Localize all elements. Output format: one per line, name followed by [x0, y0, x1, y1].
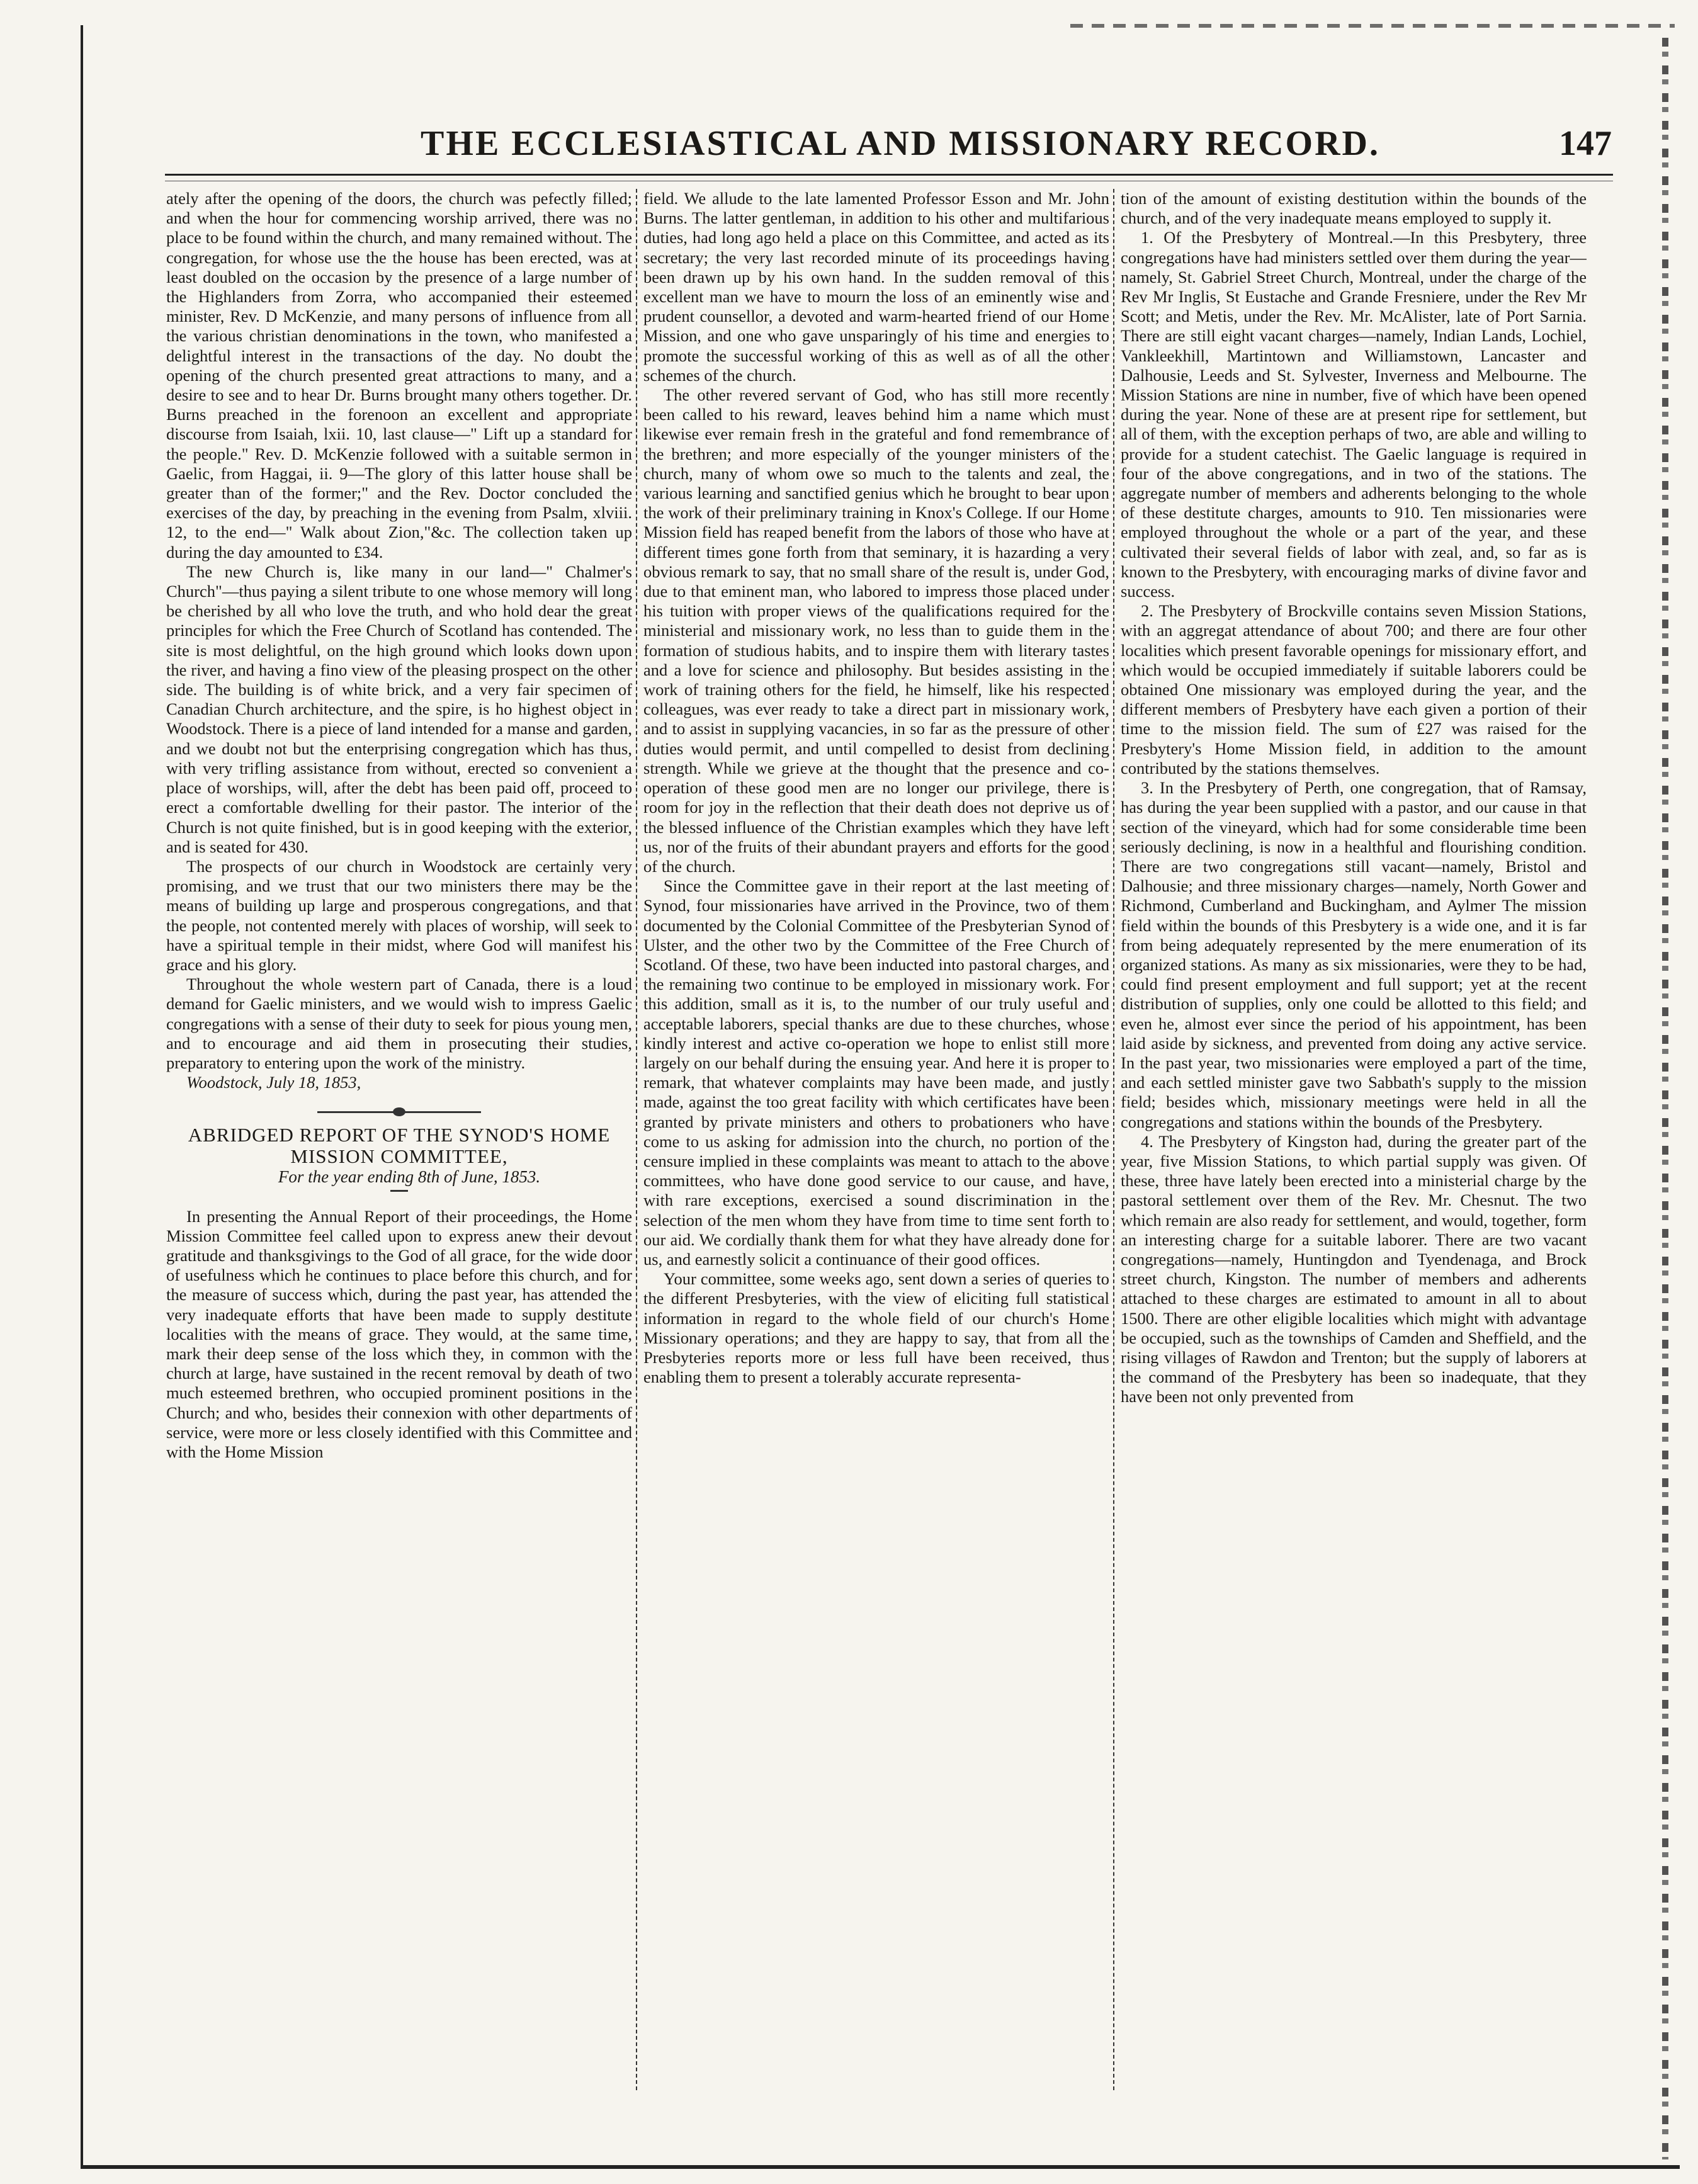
paragraph: The prospects of our church in Woodstock are certainly very promising, and we trust that our two ministers there may be the means of building up large and prosperous congregations, and that the people, not contented merely with places of worship, will seek to have a spiritual temple in their midst, where God will manifest his grace and his glory. — [166, 856, 632, 974]
column-rule-2 — [1113, 189, 1114, 2090]
column-1 — [166, 189, 632, 2096]
paragraph: Since the Committee gave in their report at the last meeting of Synod, four missionaries have arrived in the Province, two of them documented by the Colonial Committee of the Presbyterian Synod of Ulster, and the other two by the Committee of the Free Church of Scotland. Of these, two have been inducted into pastoral charges, and the remaining two continue to be employed in missionary work. For this addition, small as it is, to the number of our truly useful and acceptable laborers, special thanks are due to these churches, whose kindly interest and active co-operation we hope to enlist still more largely on our behalf during the ensuing year. And here it is proper to remark, that whatever complaints may have been made, and justly made, against the too great facility with which certificates have been granted by private ministers and others to probationers who have come to us asking for admission into the church, no portion of the censure implied in these complaints was meant to attach to the above committees, who have done good service to our cause, and have, with rare exceptions, exercised a sound discrimination in the selection of the men whom they have from time to time sent forth to our aid. We cordially thank them for what they have already done for us, and earnestly solicit a continuance of their good offices. — [643, 876, 1109, 1269]
header-rule — [165, 174, 1613, 181]
paragraph: 2. The Presbytery of Brockville contains seven Mission Stations, with an aggregat attendance of about 700; and there are four other localities which present favorable openings for missionary effort, and which would be occupied immediately if suitable laborers could be obtained One missionary was employed during the year, and the different members of Presbytery have each given a portion of their time to the mission field. The sum of £27 was raised for the Presbytery's Home Mission field, in addition to the amount contributed by the stations themselves. — [1121, 601, 1587, 778]
paragraph: In presenting the Annual Report of their proceedings, the Home Mission Committee feel called upon to express anew their devout gratitude and thanksgivings to the God of all grace, for the wide door of usefulness which he continues to place before this church, and for the measure of success which, during the past year, has attended the very inadequate efforts that have been made to supply destitute localities with the means of grace. They would, at the same time, mark their deep sense of the loss which they, in common with the church at large, have sustained in the recent removal by death of two much esteemed brethren, who occupied prominent positions in the Church; and who, besides their connexion with other departments of service, were more or less closely identified with this Committee and with the Home Mission — [166, 1206, 632, 1461]
paragraph: Your committee, some weeks ago, sent down a series of queries to the different Presbyteries, with the view of eliciting full statistical information in regard to the whole field of our church's Home Missionary operations; and they are happy to say, that from all the Presbyteries reports more or less full have been received, thus enabling them to present a tolerably accurate representa- — [643, 1269, 1109, 1387]
section-title: ABRIDGED REPORT OF THE SYNOD'S HOME MISSION COMMITTEE, — [188, 1124, 611, 1168]
running-title: THE ECCLESIASTICAL AND MISSIONARY RECORD. — [421, 124, 1380, 163]
column-2 — [643, 189, 1109, 2096]
paragraph: 4. The Presbytery of Kingston had, during the greater part of the year, five Mission Stations, to which partial supply was given. Of these, three have lately been erected into a ministerial charge by the pastoral settlement over them of the Rev. Mr. Chesnut. The two which remain are also ready for settlement, and would, together, form an interesting charge for a suitable laborer. There are two vacant congregations—namely, Huntingdon and Tyendenaga, and Brock street church, Kingston. The number of members and adherents attached to these charges are estimated to amount in all to about 1500. There are other eligible localities which might with advantage be occupied, such as the townships of Camden and Sheffield, and the rising villages of Rawdon and Trenton; but the supply of laborers at the command of the Presbytery has been so inadequate, that they have been not only prevented from — [1121, 1131, 1587, 1406]
section-divider — [317, 1111, 481, 1113]
section-subtitle: For the year ending 8th of June, 1853. — [278, 1167, 541, 1187]
dateline: Woodstock, July 18, 1853, — [186, 1073, 361, 1092]
paragraph: 3. In the Presbytery of Perth, one congregation, that of Ramsay, has during the year been supplied with a pastor, and our cause in that section of the vineyard, which had for some considerable time been seriously declining, is now in a healthful and flourishing condition. There are two congregations still vacant—namely, Bristol and Dalhousie; and three missionary charges—namely, North Gower and Richmond, Cumberland and Buckingham, and Aylmer The mission field within the bounds of this Presbytery is a wide one, and it is far from being adequately represented by the mere enumeration of its organized stations. As many as six missionaries, were they to be had, could find present employment and full support; yet at the recent distribution of supplies, only one could be allotted to this field; and even he, almost ever since the period of his appointment, has been laid aside by sickness, and prevented from doing any active service. In the past year, two missionaries were employed a part of the time, and each settled minister gave two Sabbath's supply to the mission field; besides which, missionary meetings were held in all the congregations and stations within the bounds of the Presbytery. — [1121, 778, 1587, 1131]
column-3 — [1121, 189, 1587, 2096]
right-edge-artifact — [1662, 38, 1668, 2159]
page-header — [170, 118, 1612, 169]
paragraph: The new Church is, like many in our land—" Chalmer's Church"—thus paying a silent tribute to one whose memory will long be cherished by all who love the truth, and who hold dear the great principles for which the Free Church of Scotland has contended. The site is most delightful, on the high ground which looks down upon the river, and having a fino view of the pleasing prospect on the other side. The building is of white brick, and a very fair specimen of Canadian Church architecture, and the spire, is ho highest object in Woodstock. There is a piece of land intended for a manse and garden, and we doubt not but the enterprising congregation which has thus, with very trifling assistance from without, erected so convenient a place of worships, will, after the debt has been paid off, proceed to erect a comfortable dwelling for their pastor. The interior of the Church is not quite finished, but is in good keeping with the exterior, and is seated for 430. — [166, 562, 632, 856]
paragraph: field. We allude to the late lamented Professor Esson and Mr. John Burns. The latter gentleman, in addition to his other and multifarious duties, had long ago held a place on this Committee, and acted as its secretary; the very last recorded minute of its proceedings having been drawn up by his own hand. In the sudden removal of this excellent man we have to mourn the loss of an eminently wise and prudent counsellor, a devoted and warm-hearted friend of our Home Mission, and one who gave unsparingly of his time and energies to promote the successful working of this as well as of all the other schemes of the church. — [643, 189, 1109, 385]
paragraph: The other revered servant of God, who has still more recently been called to his reward, leaves behind him a name which must likewise ever remain fresh in the grateful and fond remembrance of the brethren; and more especially of the younger ministers of the church, many of whom owe so much to the talents and zeal, the various learning and sanctified genius which he brought to bear upon the work of their preliminary training in Knox's College. If our Home Mission field has reaped benefit from the labors of those who have at different times gone forth from that seminary, it is hazarding a very obvious remark to say, that no small share of the result is, under God, due to that eminent man, who labored to impress those placed under his tuition with proper views of the qualifications required for the ministerial and missionary work, no less than to guide them in the formation of studious habits, and to inspire them with literary tastes and a love for science and philosophy. But besides assisting in the work of training others for the field, he himself, like his respected colleagues, was ever ready to take a direct part in missionary work, and to assist in supplying vacancies, in so far as the pressure of other duties would permit, and until compelled to desist from declining strength. While we grieve at the thought that the presence and co-operation of these good men are no longer our privilege, there is room for joy in the reflection that their death does not deprive us of the blessed influence of the Christian examples which they have left us, nor of the fruits of their abundant prayers and efforts for the good of the church. — [643, 385, 1109, 876]
top-edge-artifact — [1070, 24, 1675, 28]
paragraph: ately after the opening of the doors, the church was pefectly filled; and when the hour for commencing worship arrived, there was no place to be found within the church, and many remained without. The congregation, for whose use the the house has been erected, was at least doubled on the occasion by the presence of a large number of the Highlanders from Zorra, who accompanied their esteemed minister, Rev. D McKenzie, and many persons of influence from all the various christian denominations in the town, who manifested a delightful interest in the transactions of the day. No doubt the opening of the church presented great attractions to many, and a desire to see and to hear Dr. Burns brought many others together. Dr. Burns preached in the forenoon an excellent and appropriate discourse from Isaiah, lxii. 10, last clause—" Lift up a standard for the people." Rev. D. McKenzie followed with a suitable sermon in Gaelic, from Haggai, ii. 9—The glory of this latter house shall be greater than of the former;" and the Rev. Doctor concluded the exercises of the day, by preaching in the evening from Psalm, xlviii. 12, to the end—" Walk about Zion,"&c. The collection taken up during the day amounted to £34. — [166, 189, 632, 562]
paragraph: Throughout the whole western part of Canada, there is a loud demand for Gaelic ministers, and we would wish to impress Gaelic congregations with a sense of their duty to seek for pious young men, and to encourage and aid them in prosecuting their studies, preparatory to entering upon the work of the ministry. — [166, 975, 632, 1072]
paragraph: 1. Of the Presbytery of Montreal.—In this Presbytery, three congregations have had ministers settled over them during the year—namely, St. Gabriel Street Church, Montreal, under the charge of the Rev Mr Inglis, St Eustache and Grande Fresniere, under the Rev Mr Scott; and Metis, under the Rev. Mr. McAlister, late of Port Sarnia. There are still eight vacant charges—namely, Indian Lands, Lochiel, Vankleekhill, Martintown and Williamstown, Lancaster and Dalhousie, Leeds and St. Sylvester, Inverness and Melbourne. The Mission Stations are nine in number, five of which have been opened during the year. None of these are at present ripe for settlement, but all of them, with the exception perhaps of two, are able and willing to provide for a student catechist. The Gaelic language is required in four of the above congregations, and in two of the stations. The aggregate number of members and adherents belonging to the whole of these destitute charges, amounts to 910. Ten missionaries were employed throughout the whole or a part of the year, and these cultivated their several fields of labor with zeal, and, so far as is known to the Presbytery, with encouraging marks of divine favor and success. — [1121, 228, 1587, 601]
page-number: 147 — [1559, 124, 1612, 163]
column-rule-1 — [636, 189, 637, 2090]
short-rule — [390, 1190, 408, 1192]
paragraph: tion of the amount of existing destitution within the bounds of the church, and of the very inadequate means employed to supply it. — [1121, 189, 1587, 228]
